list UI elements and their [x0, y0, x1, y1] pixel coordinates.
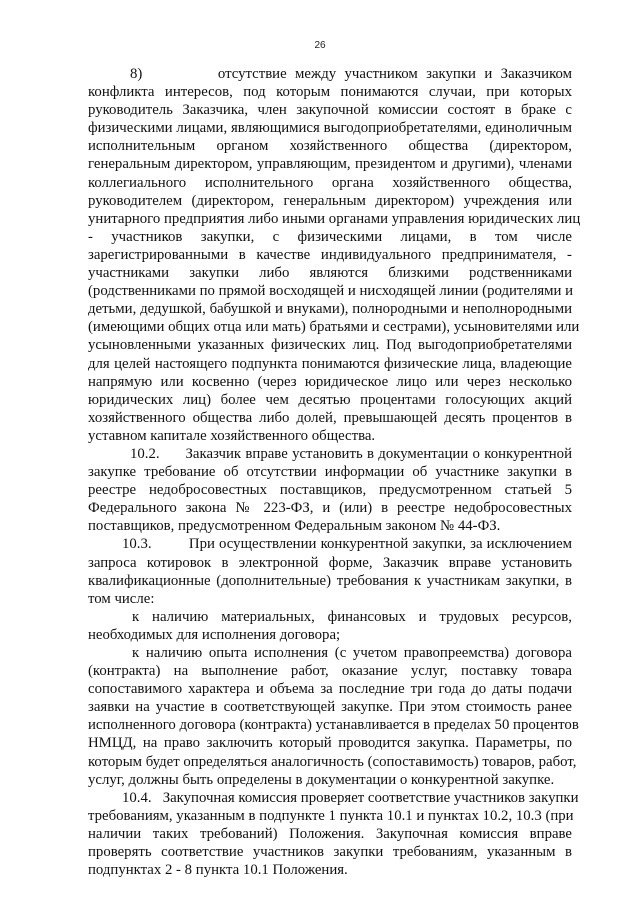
text-line: сопоставимого характера и объема за последние три года до даты подачи	[88, 681, 572, 698]
text-line: (родственниками по прямой восходящей и нисходящей линии (родителями и	[88, 283, 574, 300]
text-line: 8) отсутствие между участником закупки и Заказчиком	[130, 66, 572, 82]
text-line: к наличию опыта исполнения (с учетом правопреемства) договора	[132, 645, 572, 661]
text-line: подпунктах 2 - 8 пункта 10.1 Положения.	[88, 862, 348, 879]
text-line: руководитель Заказчика, член закупочной комиссии состоят в браке с	[88, 102, 572, 119]
text-line: необходимых для исполнения договора;	[88, 626, 341, 643]
text-line: унитарного предприятия либо иными органами управления юридических лиц	[88, 210, 581, 227]
text-line: коллегиального исполнительного органа хозяйственного общества,	[88, 174, 572, 191]
text-line: усыновленными указанных физических лиц. Под выгодоприобретателями	[88, 337, 572, 354]
text-line: исполнительным органом хозяйственного общества (директором,	[88, 138, 572, 155]
paragraph-item-10-3-b	[88, 644, 579, 789]
text-line: генеральным директором, управляющим, президентом и другими), членами	[88, 156, 572, 173]
page-number: 26	[314, 40, 326, 51]
text-line: напрямую или косвенно (через юридическое лицо или через несколько	[88, 373, 572, 390]
paragraph-item-10-2	[88, 445, 572, 535]
text-line: реестре недобросовестных поставщиков, предусмотренном статьей 5	[88, 482, 572, 499]
paragraph-item-10-3-a	[88, 608, 572, 644]
text-line: услуг, должны быть определены в документации о конкурентной закупке.	[88, 771, 555, 788]
document-body	[88, 65, 581, 879]
text-line: том числе:	[88, 590, 155, 607]
text-line: руководителем (директором, генеральным директором) учреждения или	[88, 192, 572, 209]
text-line: НМЦД, на право заключить который проводится закупка. Параметры, по	[88, 735, 572, 752]
text-line: 10.2. Заказчик вправе установить в документации о конкурентной	[130, 445, 572, 462]
text-line: поставщиков, предусмотренном Федеральным законом № 44-ФЗ.	[88, 518, 501, 535]
text-line: физическими лицами, являющимися выгодоприобретателями, единоличным	[88, 120, 572, 137]
text-line: которым будет определяться аналогичность (сопоставимость) товаров, работ,	[88, 753, 577, 770]
text-line: запроса котировок в электронной форме, Заказчик вправе установить	[88, 554, 572, 571]
text-line: конфликта интересов, под которым понимаются случаи, при которых	[88, 84, 572, 101]
text-line: исполненного договора (контракта) устанавливается в пределах 50 процентов	[88, 717, 579, 734]
text-line: квалификационные (дополнительные) требования к участникам закупки, в	[88, 572, 572, 589]
text-line: хозяйственного общества либо долей, превышающей десять процентов в	[88, 409, 572, 426]
text-line: - участников закупки, с физическими лицами, в том числе	[88, 228, 572, 245]
paragraph-item-8	[88, 65, 581, 445]
text-line: (контракта) на выполнение работ, оказание услуг, поставку товара	[88, 663, 572, 680]
text-line: (имеющими общих отца или мать) братьями и сестрами), усыновителями или	[88, 319, 580, 336]
paragraph-item-10-3	[88, 535, 572, 607]
paragraph-item-10-4	[88, 789, 579, 879]
text-line: 10.3. При осуществлении конкурентной закупки, за исключением	[122, 536, 572, 553]
text-line: 10.4. Закупочная комиссия проверяет соответствие участников закупки	[122, 789, 579, 806]
text-line: детьми, дедушкой, бабушкой и внуками), полнородными и неполнородными	[88, 301, 572, 318]
text-line: уставном капитале хозяйственного общества.	[88, 427, 376, 444]
text-line: закупке требование об отсутствии информации об участнике закупки в	[88, 464, 572, 481]
text-line: участниками закупки либо являются близкими родственниками	[88, 265, 572, 282]
text-line: для целей настоящего подпункта понимаются физические лица, владеющие	[88, 355, 572, 372]
text-line: заявки на участие в соответствующей закупке. При этом стоимость ранее	[88, 699, 572, 716]
text-line: юридических лиц) более чем десятью процентами голосующих акций	[88, 391, 572, 408]
text-line: наличии таких требований) Положения. Закупочная комиссия вправе	[88, 825, 572, 842]
text-line: проверять соответствие участников закупки требованиям, указанным в	[88, 844, 572, 861]
text-line: к наличию материальных, финансовых и трудовых ресурсов,	[132, 608, 572, 625]
text-line: требованиям, указанным в подпункте 1 пункта 10.1 и пунктах 10.2, 10.3 (при	[88, 807, 574, 824]
text-line: Федерального закона № 223-ФЗ, и (или) в реестре недобросовестных	[88, 500, 572, 517]
text-line: зарегистрированными в качестве индивидуального предпринимателя, -	[88, 246, 572, 263]
